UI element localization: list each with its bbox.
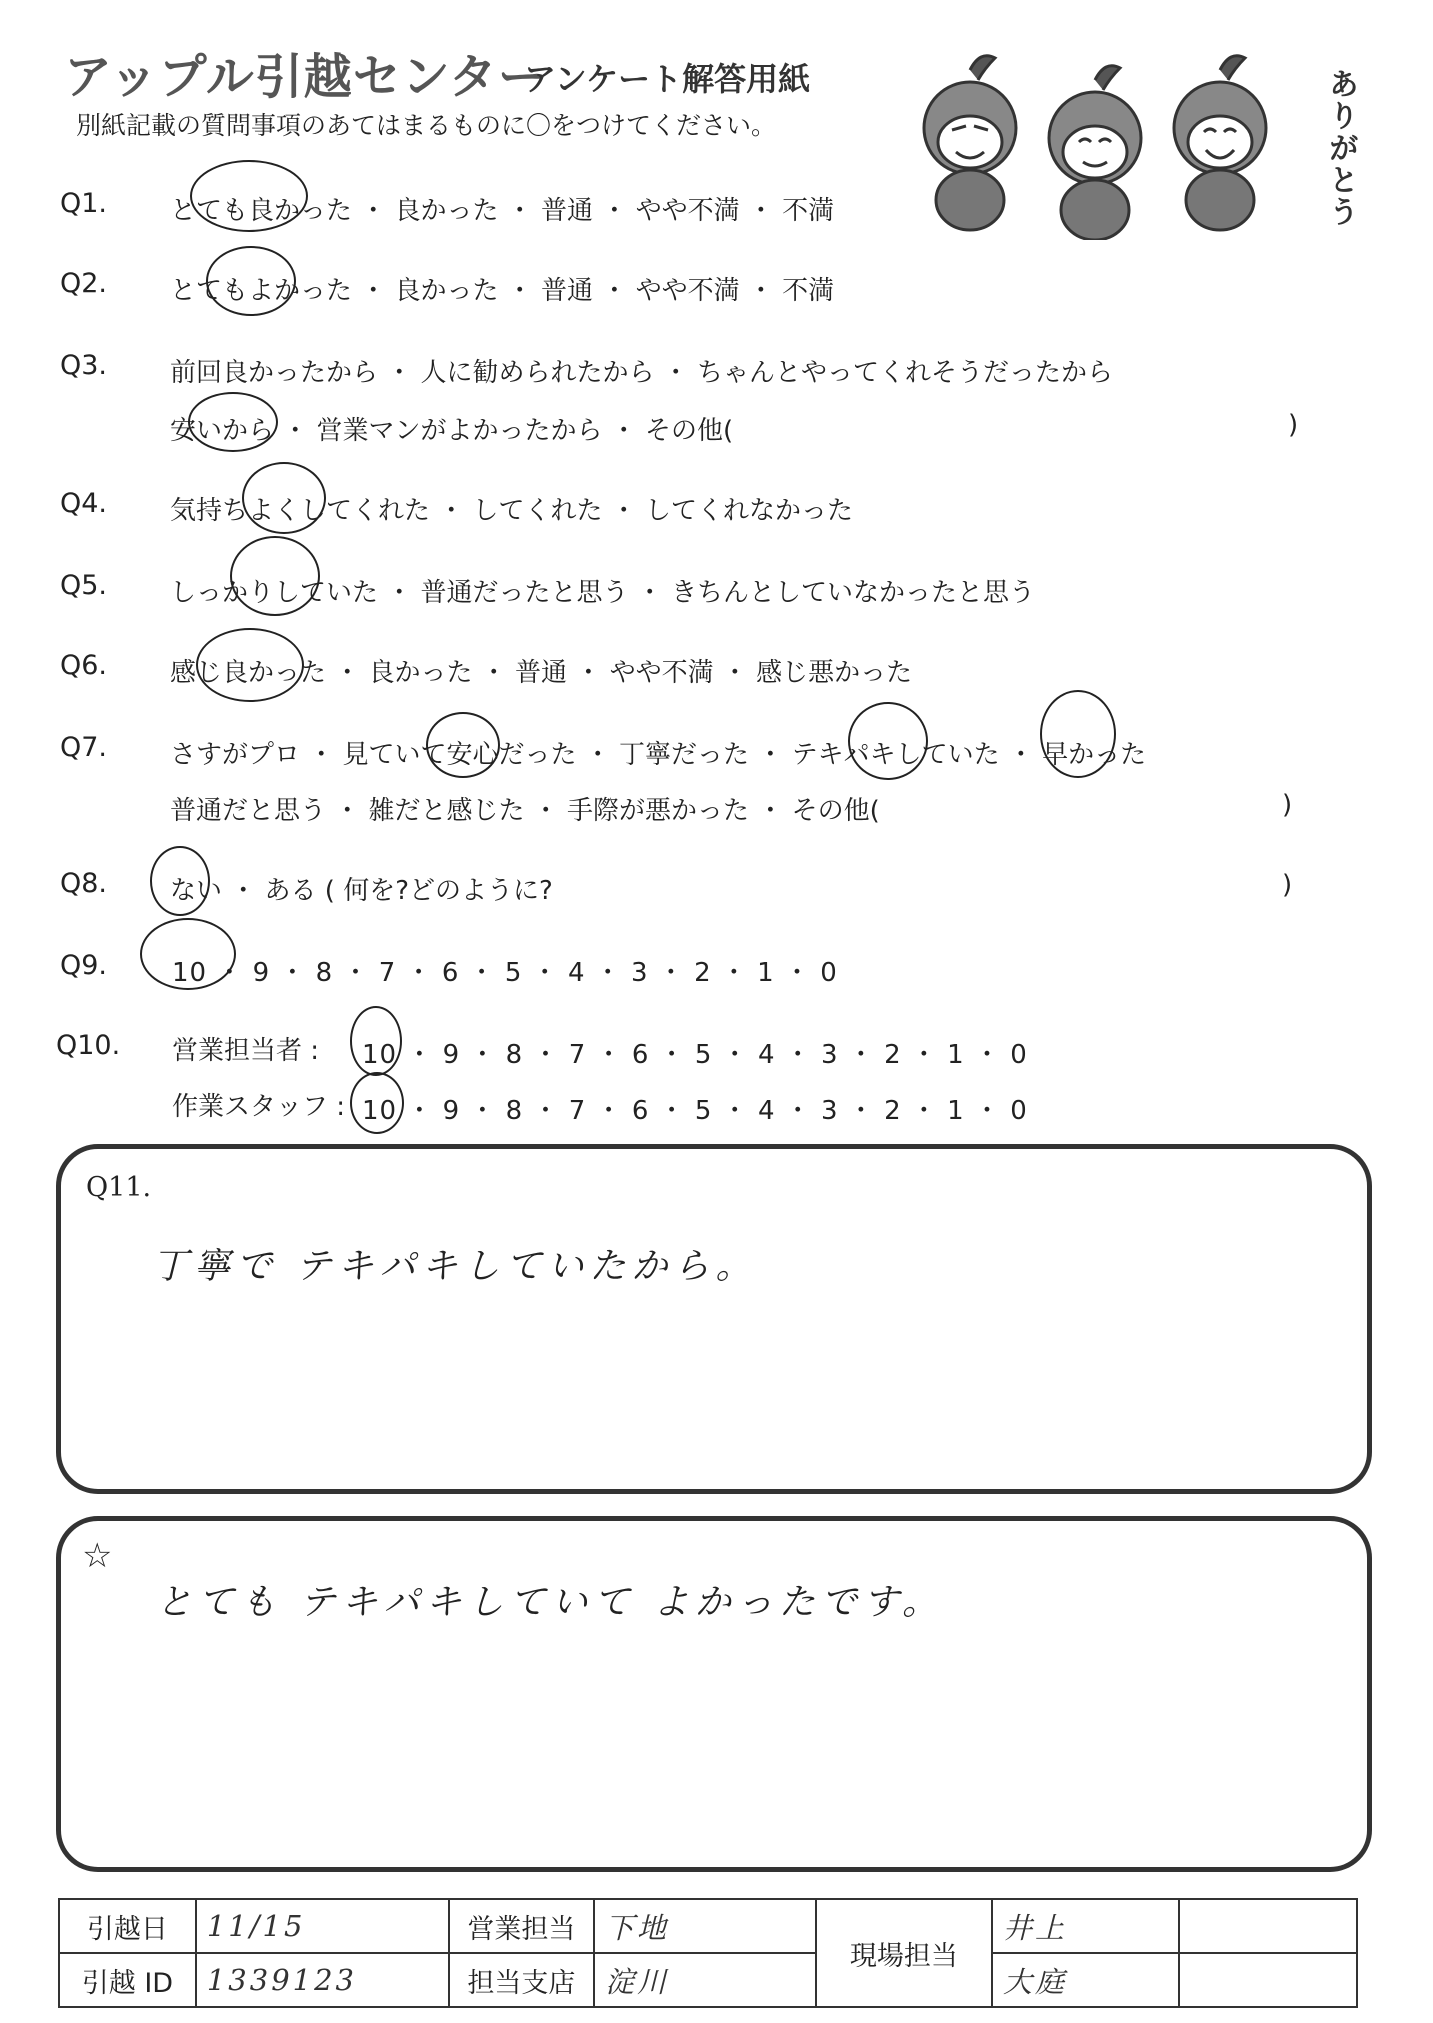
star-handwritten-comment: とても テキパキしていて よかったです。 [156,1582,945,1623]
q7-label: Q7. [60,732,108,763]
q8-label: Q8. [60,868,108,899]
q3-options-line1: 前回良かったから ・ 人に勧められたから ・ ちゃんとやってくれそうだったから [170,358,1114,388]
company-title: アップル引越センター [64,49,547,105]
q10-sales-selection-circle [350,1006,402,1076]
q10-sales-scale: 10 ・ 9 ・ 8 ・ 7 ・ 6 ・ 5 ・ 4 ・ 3 ・ 2 ・ 1 ・ 0 [362,1040,1028,1070]
q4-selection-circle [242,462,326,534]
move-info-table [58,1898,1358,2008]
q6-selection-circle [196,628,304,702]
q1-selection-circle [190,160,308,232]
q11-answer-box [56,1144,1372,1494]
form-title: アンケート解答用紙 [524,60,811,98]
q10-staff-selection-circle [350,1072,404,1134]
move-id-value: 1339123 [196,1953,449,2007]
site-rep-label: 現場担当 [816,1899,992,2007]
q3-options-line2: 安いから ・ 営業マンがよかったから ・ その他( [170,416,734,446]
q7-close-paren: ) [1282,790,1293,820]
q7-selection-circle-tekipaki [848,702,928,780]
q3-close-paren: ) [1288,410,1299,440]
q7-options-line1: さすがプロ ・ 見ていて安心だった ・ 丁寧だった ・ テキパキしていた ・ 早かった [170,740,1147,770]
q4-options: 気持ちよくしてくれた ・ してくれた ・ してくれなかった [170,496,854,526]
move-date-label: 引越日 [59,1899,196,1953]
q9-selection-circle [140,918,236,990]
q6-options: 感じ良かった ・ 良かった ・ 普通 ・ やや不満 ・ 感じ悪かった [170,658,913,688]
q5-options: しっかりしていた ・ 普通だったと思う ・ きちんとしていなかったと思う [170,578,1036,608]
q2-label: Q2. [60,268,108,299]
branch-label: 担当支店 [449,1953,594,2007]
instruction-text: 別紙記載の質問事項のあてはまるものに〇をつけてください。 [76,111,777,140]
q7-selection-circle-anshin [426,712,500,778]
monkey-mascots-illustration [900,40,1320,240]
q8-close-paren: ) [1282,870,1293,900]
move-id-label: 引越 ID [59,1953,196,2007]
q2-options: とてもよかった ・ 良かった ・ 普通 ・ やや不満 ・ 不満 [170,276,835,306]
q10-sales-label: 営業担当者 : [172,1036,320,1066]
q10-staff-scale: 10 ・ 9 ・ 8 ・ 7 ・ 6 ・ 5 ・ 4 ・ 3 ・ 2 ・ 1 ・ 0 [362,1096,1028,1126]
q11-handwritten-answer: 丁寧で テキパキしていたから。 [152,1246,758,1287]
q7-selection-circle-hayakatta [1040,690,1116,778]
q7-options-line2: 普通だと思う ・ 雑だと感じた ・ 手際が悪かった ・ その他( [170,796,880,826]
q9-scale: 10 ・ 9 ・ 8 ・ 7 ・ 6 ・ 5 ・ 4 ・ 3 ・ 2 ・ 1 ・ 0 [172,958,838,988]
site-rep-value-2: 大庭 [992,1953,1179,2007]
q6-label: Q6. [60,650,108,681]
monkey-3 [1174,56,1266,230]
monkey-1 [924,56,1016,230]
branch-value: 淀川 [594,1953,816,2007]
q4-label: Q4. [60,488,108,519]
q11-label: Q11. [86,1172,152,1203]
site-rep-empty-1 [1179,1899,1357,1953]
q9-label: Q9. [60,950,108,981]
q2-selection-circle [206,246,296,316]
star-icon: ☆ [82,1536,113,1576]
q5-label: Q5. [60,570,108,601]
site-rep-empty-2 [1179,1953,1357,2007]
q10-staff-label: 作業スタッフ : [172,1092,346,1122]
q3-selection-circle [188,392,278,452]
q5-selection-circle [230,536,320,616]
q8-selection-circle [150,846,210,916]
q8-options: ない ・ ある ( 何を?どのように? [170,876,553,906]
move-date-value: 11/15 [196,1899,449,1953]
thanks-text: ありがとう [1323,68,1358,228]
monkey-2 [1049,66,1141,240]
star-comment-box [56,1516,1372,1872]
sales-rep-label: 営業担当 [449,1899,594,1953]
site-rep-value-1: 井上 [992,1899,1179,1953]
q1-options: とても良かった ・ 良かった ・ 普通 ・ やや不満 ・ 不満 [170,196,835,226]
sales-rep-value: 下地 [594,1899,816,1953]
q10-label: Q10. [56,1030,121,1061]
q1-label: Q1. [60,188,108,219]
q3-label: Q3. [60,350,108,381]
